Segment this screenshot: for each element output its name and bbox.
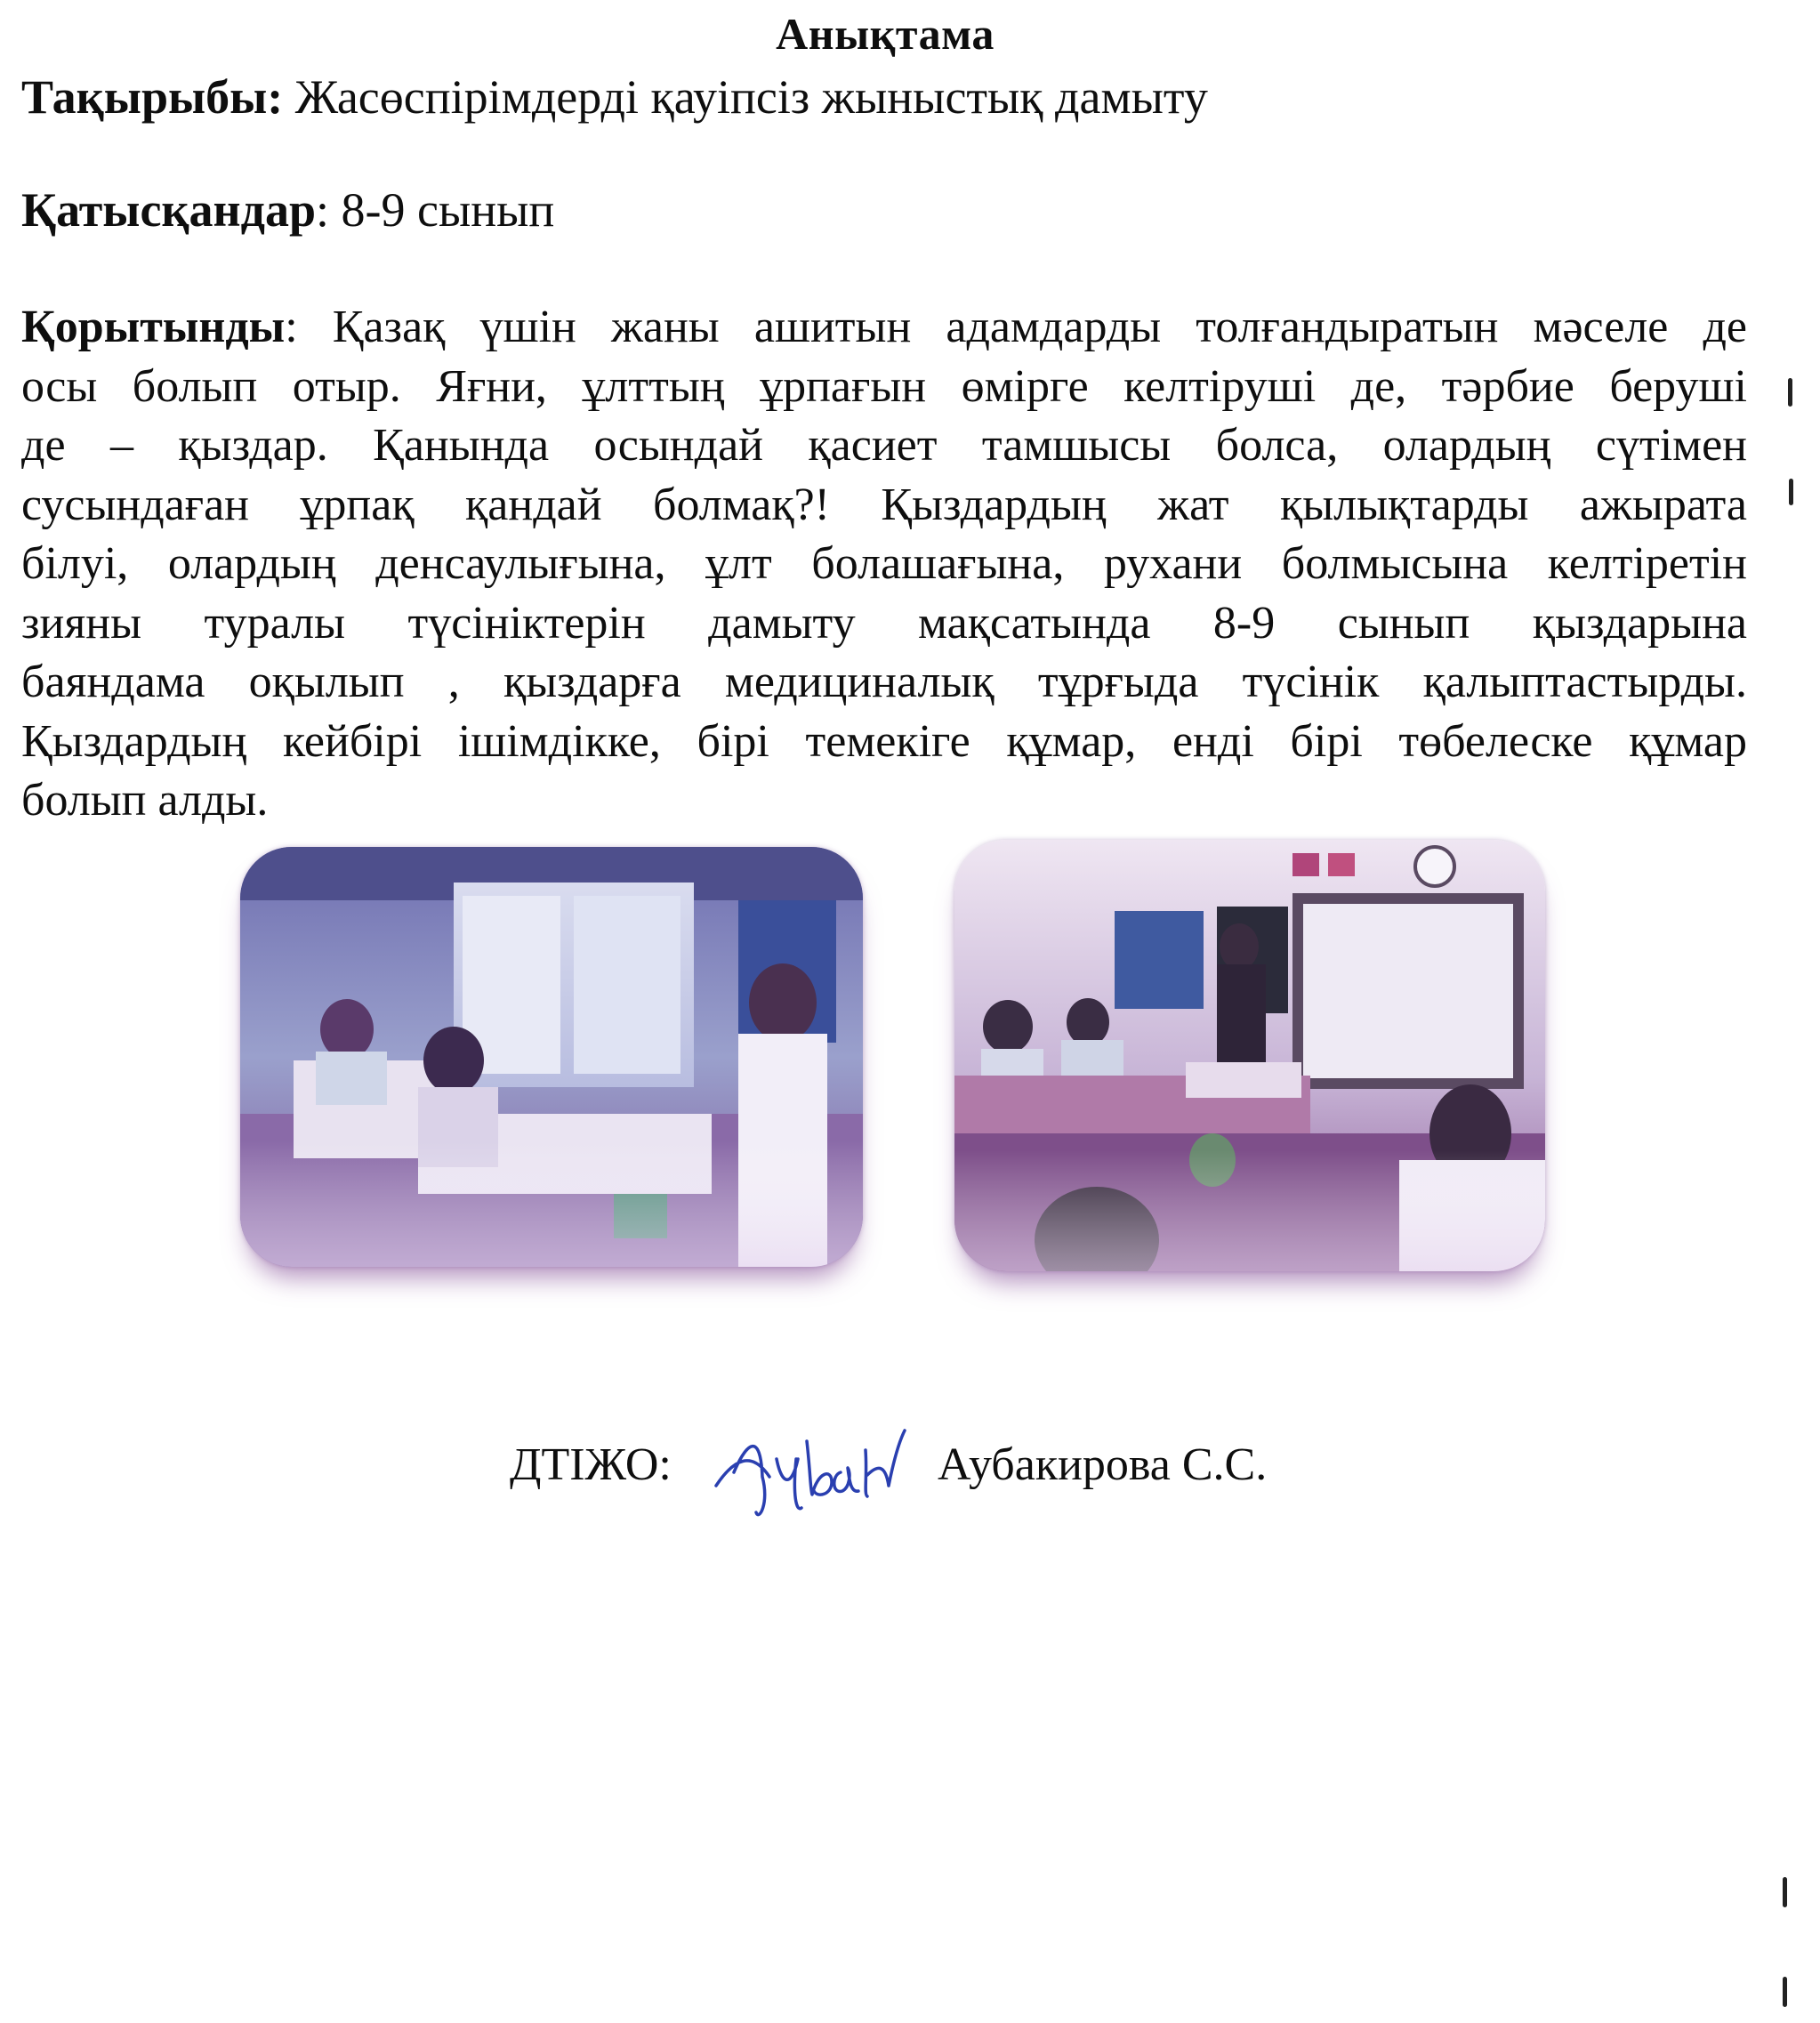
binder-hole-mark: [1783, 1977, 1787, 2007]
conclusion-line: де – қыздар. Қанында осындай қасиет тамшысы болса, олардың сүтімен: [21, 420, 1747, 471]
handwritten-signature: [707, 1423, 912, 1521]
participants-label: Қатысқандар: [21, 183, 316, 237]
topic-line: [21, 68, 1747, 126]
binder-hole-mark: [1783, 1877, 1787, 1907]
signature-label: ДТІЖО:: [510, 1439, 672, 1490]
conclusion-line: болып алды.: [21, 775, 269, 826]
conclusion-line: баяндама оқылып , қыздарға медициналық тұрғыда түсінік қалыптастырды.: [21, 657, 1747, 707]
participants-value: : 8-9 сынып: [316, 183, 555, 237]
conclusion-line: зияны туралы түсініктерін дамыту мақсатында 8-9 сынып қыздарына: [21, 597, 1747, 649]
topic-label: Тақырыбы:: [21, 70, 284, 124]
conclusion-paragraph: [21, 298, 1747, 831]
binder-hole-mark: [1789, 479, 1793, 505]
conclusion-line: осы болып отыр. Яғни, ұлттың ұрпағын өмірге келтіруші де, тәрбие беруші: [21, 360, 1747, 412]
conclusion-line: Қорытынды: Қазақ үшін жаны ашитын адамдарды толғандыратын мәселе де: [21, 302, 1747, 352]
binder-hole-mark: [1788, 378, 1792, 407]
conclusion-line: сусындаған ұрпақ қандай болмақ?! Қыздардың жат қылықтарды ажырата: [21, 479, 1747, 530]
conclusion-line: Қыздардың кейбірі ішімдікке, бірі темекіге құмар, енді бірі төбелеске құмар: [21, 715, 1747, 767]
classroom-photo-right: [954, 840, 1545, 1271]
participants-line: [21, 181, 1747, 239]
signature-block: [0, 1423, 1820, 1521]
signatory-name: Аубакирова С.С.: [938, 1439, 1268, 1490]
conclusion-line: білуі, олардың денсаулығына, ұлт болашағына, рухани болмысына келтіретін: [21, 538, 1747, 589]
topic-value: Жасөспірімдерді қауіпсіз жыныстық дамыту: [283, 70, 1208, 124]
document-title: Анықтама: [776, 9, 995, 59]
classroom-photo-left: [240, 847, 863, 1267]
conclusion-label: Қорытынды: [21, 302, 286, 352]
